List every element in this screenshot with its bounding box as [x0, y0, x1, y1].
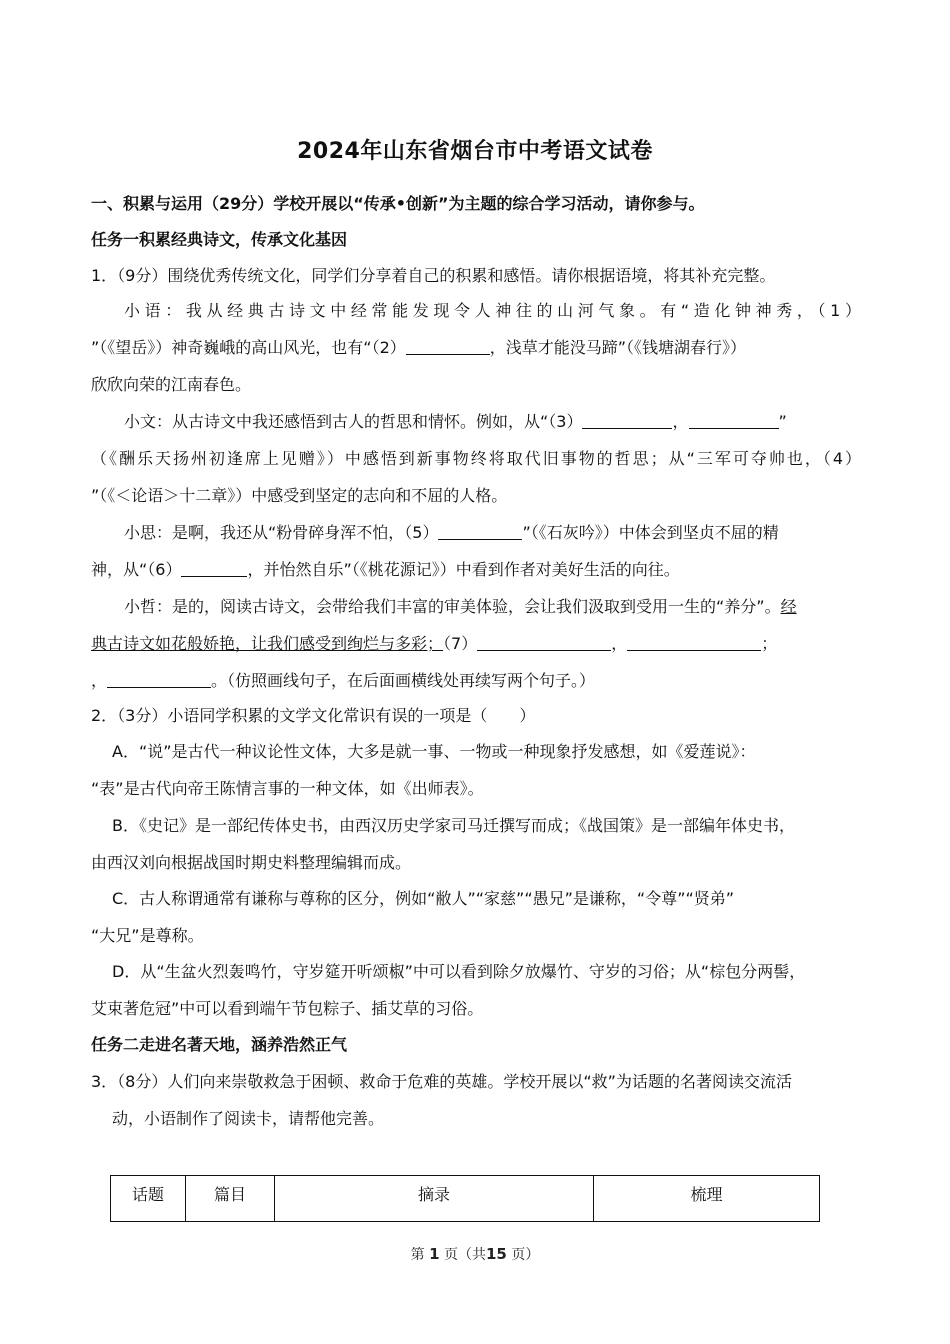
column-header-summary: 梳理: [594, 1176, 820, 1222]
paragraph-text: ”（《＜论语＞十二章》）中感受到坚定的志向和不屈的人格。: [91, 486, 508, 505]
option-d-cont: 艾束著危冠”中可以看到端午节包粽子、插艾草的习俗。: [91, 999, 484, 1018]
exam-title: 2024年山东省烟台市中考语文试卷: [297, 139, 653, 164]
text-run: ，: [672, 412, 689, 431]
question-3-stem-cont: 动，小语制作了阅读卡，请帮他完善。: [112, 1109, 385, 1128]
footer-text: 页）: [511, 1247, 540, 1263]
paragraph-text: [91, 670, 861, 692]
column-header-excerpt: 摘录: [275, 1176, 594, 1222]
text-run: ；: [761, 634, 778, 653]
table-header-row: [111, 1176, 820, 1222]
text-run: （7）: [443, 634, 478, 653]
text-run: ，并怡然自乐”（《桃花源记》）中看到作者对美好生活的向往。: [247, 560, 680, 579]
text-run: ，: [611, 634, 628, 653]
column-header-topic: 话题: [111, 1176, 186, 1222]
option-c[interactable]: C．古人称谓通常有谦称与尊称的区分，例如“敝人”“家慈”“愚兄”是谦称，“令尊”“贤弟”: [112, 889, 735, 908]
text-run: ”（《望岳》）神奇巍峨的高山风光，也有“（2）: [91, 338, 406, 357]
paragraph-text: 小语：我从经典古诗文中经常能发现令人神往的山河气象。有“造化钟神秀，（1）: [124, 301, 861, 320]
answer-blank-3a[interactable]: [582, 412, 672, 429]
question-3-stem: 3．（8分）人们向来崇敬救急于困顿、救命于危难的英雄。学校开展以“救”为话题的名著阅读交流活: [91, 1072, 792, 1091]
answer-blank-7b[interactable]: [627, 634, 761, 651]
answer-blank-7c[interactable]: [107, 671, 211, 688]
footer-text: 第: [410, 1247, 425, 1263]
option-d[interactable]: D．从“生盆火烈轰鸣竹，守岁筵开听颂椒”中可以看到除夕放爆竹、守岁的习俗；从“棕包分两髻，: [112, 962, 806, 981]
text-run: ”（《石灰吟》）中体会到坚贞不屈的精: [522, 523, 779, 542]
paragraph-text: [124, 596, 861, 618]
page-footer: [0, 1244, 950, 1264]
task-header: 任务二走进名著天地，涵养浩然正气: [91, 1035, 348, 1054]
total-pages: 15: [486, 1245, 507, 1263]
reading-card-table: [110, 1175, 820, 1222]
text-run: ”: [778, 412, 787, 431]
page-number: 1: [429, 1245, 440, 1263]
footer-text: 页（共: [444, 1247, 486, 1263]
question-1-stem: 1．（9分）围绕优秀传统文化，同学们分享着自己的积累和感悟。请你根据语境，将其补充完整。: [91, 266, 776, 285]
paragraph-text: [91, 633, 861, 655]
paragraph-text: [91, 337, 861, 359]
paragraph-text: [124, 411, 861, 433]
paragraph-text: 欣欣向荣的江南春色。: [91, 375, 252, 394]
option-b-cont: 由西汉刘向根据战国时期史料整理编辑而成。: [91, 853, 412, 872]
question-2-stem: 2．（3分）小语同学积累的文学文化常识有误的一项是（ ）: [91, 706, 536, 725]
column-header-title: 篇目: [186, 1176, 275, 1222]
text-run: 。（仿照画线句子，在后面画横线处再续写两个句子。）: [211, 671, 596, 690]
option-a-cont: “表”是古代向帝王陈情言事的一种文体，如《出师表》。: [91, 779, 484, 798]
text-run: 小思：是啊，我还从“粉骨碎身浑不怕，（5）: [124, 523, 439, 542]
text-run: 小哲：是的，阅读古诗文，会带给我们丰富的审美体验，会让我们汲取到受用一生的“养分”。: [124, 597, 781, 616]
text-run: ，: [91, 671, 108, 690]
paragraph-text: [91, 559, 861, 581]
paragraph-text: [124, 522, 861, 544]
paragraph-text: （《酬乐天扬州初逢席上见赠》）中感悟到新事物终将取代旧事物的哲思；从“三军可夺帅也，（4）: [91, 449, 861, 468]
option-a[interactable]: A．“说”是古代一种议论性文体，大多是就一事、一物或一种现象抒发感想，如《爱莲说》：: [112, 742, 756, 761]
answer-blank-6[interactable]: [181, 560, 247, 577]
answer-blank-2[interactable]: [406, 338, 490, 355]
underlined-text: 典古诗文如花般娇艳，让我们感受到绚烂与多彩；: [91, 634, 444, 653]
answer-blank-5[interactable]: [438, 523, 522, 540]
text-run: 神，从“（6）: [91, 560, 182, 579]
underlined-text: 经: [780, 597, 797, 616]
answer-blank-7a[interactable]: [477, 634, 611, 651]
task-header: 任务一积累经典诗文，传承文化基因: [91, 230, 348, 249]
option-c-cont: “大兄”是尊称。: [91, 926, 204, 945]
text-run: ，浅草才能没马蹄”（《钱塘湖春行》）: [489, 338, 747, 357]
answer-blank-3b[interactable]: [689, 412, 779, 429]
text-run: 小文：从古诗文中我还感悟到古人的哲思和情怀。例如，从“（3）: [124, 412, 583, 431]
section-header: 一、积累与运用（29分）学校开展以“传承•创新”为主题的综合学习活动，请你参与。: [91, 194, 705, 213]
option-b[interactable]: B．《史记》是一部纪传体史书，由西汉历史学家司马迁撰写而成；《战国策》是一部编年体史书，: [112, 816, 795, 835]
